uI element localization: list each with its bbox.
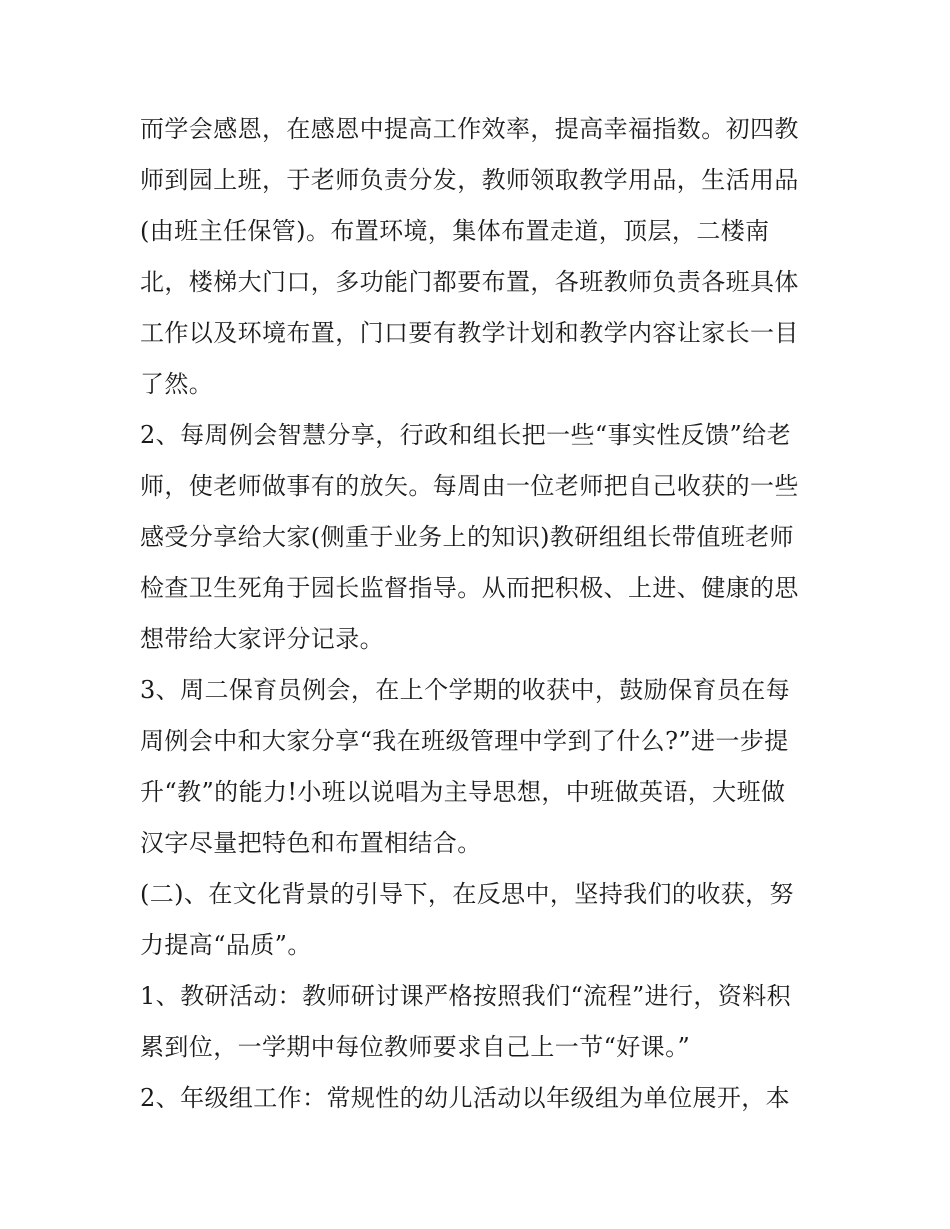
text-line: 周例会中和大家分享“我在班级管理中学到了什么?”进一步提 (140, 727, 789, 755)
text-line: 累到位，一学期中每位教师要求自己上一节“好课。” (140, 1033, 691, 1061)
text-line: 而学会感恩，在感恩中提高工作效率，提高幸福指数。初四教 (140, 115, 799, 143)
text-line: 升“教”的能力!小班以说唱为主导思想，中班做英语，大班做 (140, 778, 786, 806)
text-line: 检查卫生死角于园长监督指导。从而把积极、上进、健康的思 (140, 574, 799, 602)
text-line: 想带给大家评分记录。 (140, 625, 384, 653)
text-line: 2、每周例会智慧分享，行政和组长把一些“事实性反馈”给老 (140, 421, 792, 449)
text-line: 汉字尽量把特色和布置相结合。 (140, 829, 482, 857)
text-line: (由班主任保管)。布置环境，集体布置走道，顶层，二楼南 (140, 217, 770, 245)
text-line: (二)、在文化背景的引导下，在反思中，坚持我们的收获，努 (140, 880, 794, 908)
text-line: 了然。 (140, 370, 214, 398)
text-line: 力提高“品质”。 (140, 931, 312, 959)
text-line: 1、教研活动：教师研讨课严格按照我们“流程”进行，资料积 (140, 982, 792, 1010)
text-line: 感受分享给大家(侧重于业务上的知识)教研组组长带值班老师 (140, 523, 794, 551)
text-line: 工作以及环境布置，门口要有教学计划和教学内容让家长一目 (140, 319, 799, 347)
document-body (140, 104, 820, 1124)
text-line: 北，楼梯大门口，多功能门都要布置，各班教师负责各班具体 (140, 268, 799, 296)
text-line: 2、年级组工作：常规性的幼儿活动以年级组为单位展开，本 (140, 1084, 791, 1112)
text-line: 师到园上班，于老师负责分发，教师领取教学用品，生活用品 (140, 166, 799, 194)
text-line: 师，使老师做事有的放矢。每周由一位老师把自己收获的一些 (140, 472, 799, 500)
text-line: 3、周二保育员例会，在上个学期的收获中，鼓励保育员在每 (140, 676, 791, 704)
